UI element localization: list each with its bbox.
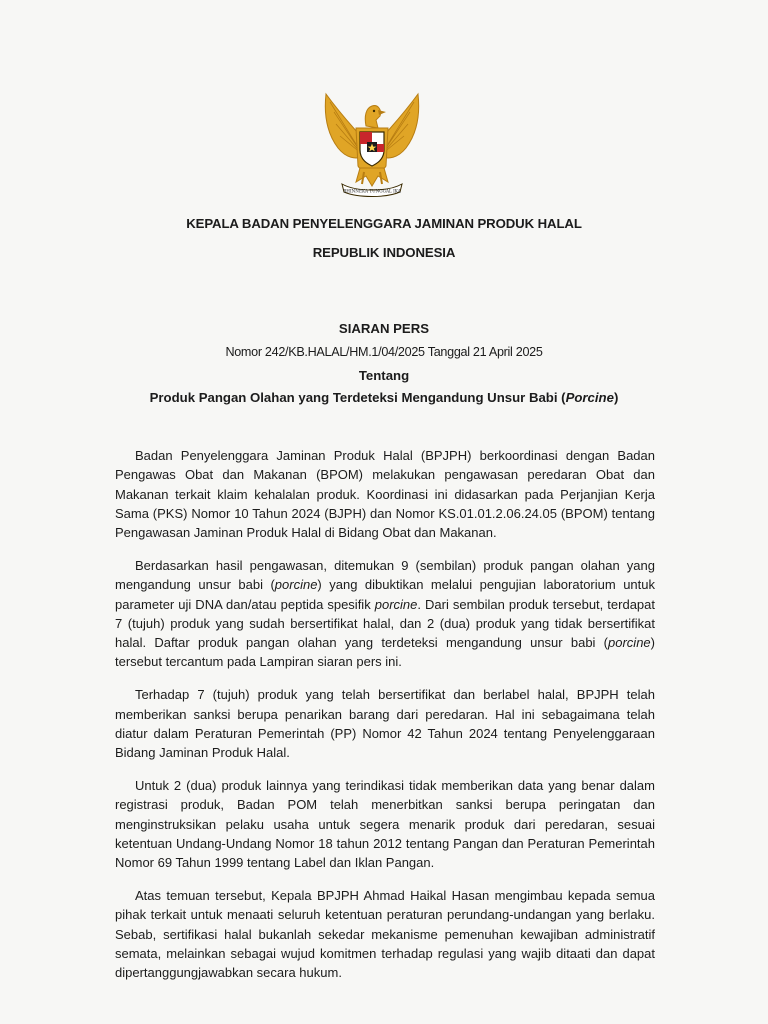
p2-text-g: ) tersebut tercantum pada Lampiran siaran pers ini. [115,635,655,670]
release-about: Tentang [358,368,410,383]
p2-italic-b: porcine [274,577,318,593]
paragraph-4: Untuk 2 (dua) produk lainnya yang terindikasi tidak memberikan data yang benar dalam registrasi produk, Badan POM telah menerbitkan sanksi berupa peringatan dan menginstruksikan pelaku usaha untuk segera menarik produk dari peredaran, sesuai ketentuan Undang-Undang Nomor 18 tahun 2012 tentang Pangan dan Peraturan Pemerintah Nomor 69 Tahun 1999 tentang Label dan Iklan Pangan. [115,777,655,871]
p2-italic-f: porcine [608,635,651,651]
paragraph-5: Atas temuan tersebut, Kepala BPJPH Ahmad Haikal Hasan mengimbau kepada semua pihak terkait untuk menaati seluruh ketentuan peraturan perundang-undangan yang berlaku. Sebab, sertifikasi halal bukanlah sekedar mekanisme pemenuhan kewajiban administratif semata, melainkan sebagai wujud komitmen terhadap regulasi yang wajib ditaati dan dapat dipertanggungjawabkan secara hukum. [115,887,655,981]
institution-title: KEPALA BADAN PENYELENGGARA JAMINAN PRODUK HALAL [186,216,582,231]
emblem-motto: BHINNEKA TUNGGAL IKA [343,188,401,194]
paragraph-1: Badan Penyelenggara Jaminan Produk Halal (BPJPH) berkoordinasi dengan Badan Pengawas Obat dan Makanan (BPOM) melakukan pengawasan peredaran Obat dan Makanan terkait klaim kehalalan produk. Koordinasi ini didasarkan pada Perjanjian Kerja Sama (PKS) Nomor 10 Tahun 2024 (BJPH) dan Nomor KS.01.01.2.06.24.05 (BPOM) tentang Pengawasan Jaminan Produk Halal di Bidang Obat dan Makanan. [115,448,655,541]
release-title [0,390,768,405]
release-title-main: Produk Pangan Olahan yang Terdeteksi Mengandung Unsur Babi ( [149,390,566,405]
paragraph-3: Terhadap 7 (tujuh) produk yang telah bersertifikat dan berlabel halal, BPJPH telah memberikan sanksi berupa penarikan barang dari peredaran. Hal ini sebagaimana telah diatur dalam Peraturan Pemerintah (PP) Nomor 42 Tahun 2024 tentang Penyelenggaraan Bidang Jaminan Produk Halal. [115,687,655,761]
p2-text-e: . Dari sembilan produk tersebut, terdapat 7 (tujuh) produk yang sudah bersertifikat halal, dan 2 (dua) produk yang tidak bersertifikat halal. Daftar produk pangan olahan yang terdeteksi mengandung unsur babi ( [115,596,655,651]
release-title-end: ) [613,390,619,405]
p2-text-a: Berdasarkan hasil pengawasan, ditemukan 9 (sembilan) produk pangan olahan yang mengandung unsur babi ( [115,557,655,593]
paragraph-2 [115,556,655,672]
release-title-italic: Porcine [565,390,614,405]
p2-text-c: ) yang dibuktikan melalui pengujian laboratorium untuk parameter uji DNA dan/atau peptida spesifik [115,577,655,612]
release-type: SIARAN PERS [338,321,430,336]
release-number: Nomor 242/KB.HALAL/HM.1/04/2025 Tanggal 21 April 2025 [225,345,543,359]
country-title: REPUBLIK INDONESIA [312,245,456,260]
release-body [115,446,655,996]
garuda-pancasila-emblem-icon [316,88,428,200]
p2-italic-d: porcine [374,596,418,612]
